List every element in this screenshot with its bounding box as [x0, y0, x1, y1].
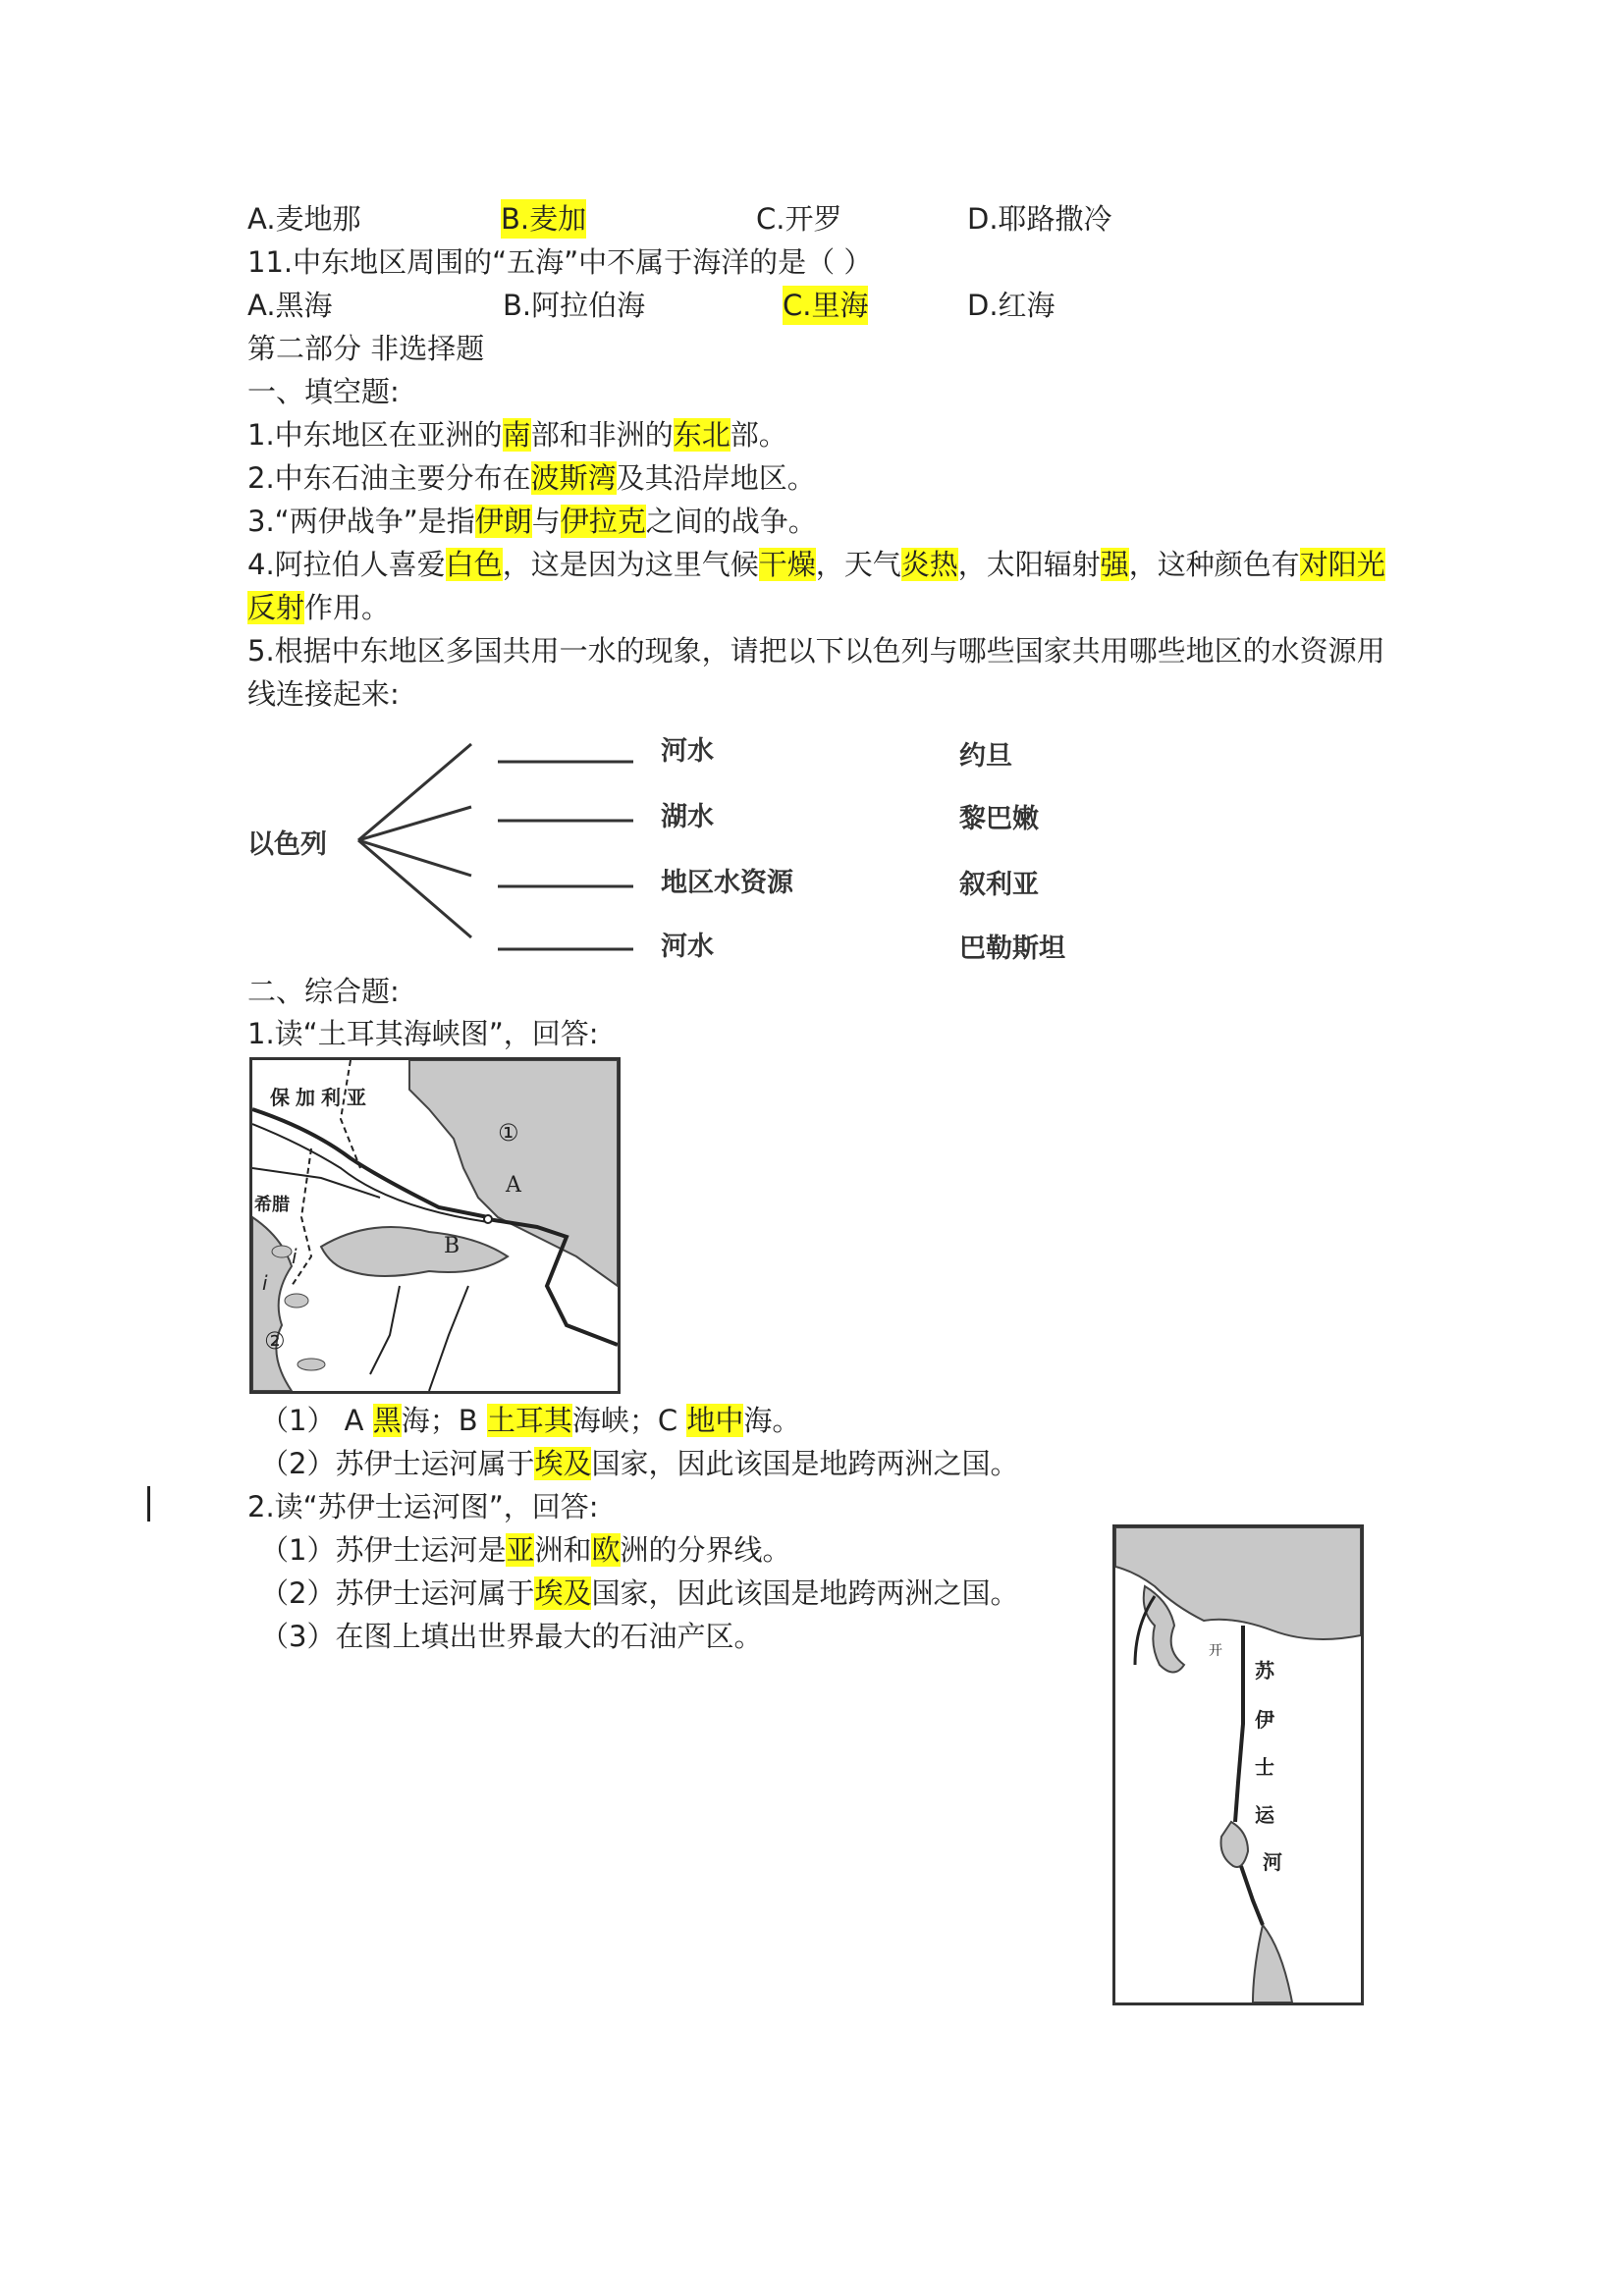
map-marker-2: ②: [264, 1327, 286, 1355]
branch-line: [358, 744, 471, 840]
answer-blank: 亚: [506, 1533, 535, 1567]
matching-country: 约旦: [959, 741, 1012, 772]
answer-blank: 反射: [247, 591, 305, 624]
map-marker-1: ①: [498, 1119, 519, 1147]
text-cursor: [147, 1486, 150, 1522]
suez-canal-map: [1112, 1524, 1364, 2005]
turkish-straits-map: [249, 1057, 621, 1394]
road-line: [429, 1286, 468, 1391]
answer-blank: 炎热: [900, 548, 958, 581]
comp1-title: 1.读“土耳其海峡图”，回答:: [247, 1017, 599, 1050]
q11-option-b: B.阿拉伯海: [503, 289, 646, 322]
matching-country: 巴勒斯坦: [959, 934, 1065, 964]
matching-country: 叙利亚: [959, 870, 1039, 900]
q11-option-d: D.红海: [967, 289, 1056, 322]
q10-option-d: D.耶路撒冷: [967, 202, 1112, 236]
canal-label-char: 苏: [1255, 1659, 1274, 1682]
answer-blank: 对阳光: [1299, 548, 1385, 581]
answer-blank: 欧: [591, 1533, 621, 1567]
canal-label-char: 伊: [1255, 1708, 1274, 1732]
map-label-bulgaria: 保加利亚: [270, 1086, 372, 1109]
comp1-sub2: （2）苏伊士运河属于埃及国家，因此该国是地跨两洲之国。: [260, 1447, 1019, 1480]
canal-label-char: 士: [1255, 1755, 1274, 1779]
comp2-title: 2.读“苏伊士运河图”，回答:: [247, 1490, 599, 1523]
map-small-label: 开: [1209, 1643, 1222, 1659]
island: [285, 1294, 308, 1308]
answer-blank: 干燥: [758, 548, 816, 581]
comp-section-title: 二、综合题:: [247, 975, 400, 1008]
fill-q5-line2: 线连接起来:: [247, 677, 400, 711]
canal-label-char: 运: [1255, 1803, 1274, 1827]
matching-root-label: 以色列: [247, 829, 327, 860]
matching-item: 河水: [661, 932, 714, 962]
canal-label-char: 河: [1263, 1850, 1282, 1874]
fill-q2: 2.中东石油主要分布在波斯湾及其沿岸地区。: [247, 461, 816, 495]
sea-of-marmara: [321, 1227, 508, 1276]
q11-option-c: C.里海: [783, 286, 868, 325]
map-label-i: i: [262, 1271, 268, 1295]
answer-blank: 伊朗: [474, 505, 532, 538]
fill-q1: 1.中东地区在亚洲的南部和非洲的东北部。: [247, 418, 787, 452]
part2-title: 第二部分 非选择题: [247, 332, 485, 365]
island: [272, 1246, 292, 1257]
q11-option-a: A.黑海: [247, 289, 333, 322]
answer-blank: 南: [502, 418, 531, 452]
branch-line: [358, 840, 471, 937]
fill-q4: 4.阿拉伯人喜爱白色，这是因为这里气候干燥，天气炎热，太阳辐射强，这种颜色有对阳光: [247, 548, 1385, 581]
city-marker: [484, 1215, 492, 1223]
island: [298, 1359, 325, 1370]
q10-option-c: C.开罗: [756, 202, 842, 236]
comp2-sub3: （3）在图上填出世界最大的石油产区。: [260, 1620, 763, 1653]
map-label-a: A: [506, 1173, 521, 1198]
gulf-of-suez: [1253, 1925, 1292, 2002]
answer-blank: 波斯湾: [530, 461, 617, 495]
answer-blank: 黑: [372, 1404, 402, 1437]
bitter-lake: [1221, 1822, 1249, 1867]
fill-q5-line1: 5.根据中东地区多国共用一水的现象，请把以下以色列与哪些国家共用哪些地区的水资源用: [247, 634, 1385, 667]
q10-option-b: B.麦加: [501, 199, 586, 239]
answer-blank: 东北: [673, 418, 731, 452]
answer-blank: 白色: [445, 548, 503, 581]
branch-line: [358, 807, 471, 840]
q11-stem: 11.中东地区周围的“五海”中不属于海洋的是（ ）: [247, 245, 873, 279]
fill-q3: 3.“两伊战争”是指伊朗与伊拉克之间的战争。: [247, 505, 817, 538]
answer-blank: 埃及: [534, 1447, 592, 1480]
fill-section-title: 一、填空题:: [247, 375, 400, 408]
comp1-sub1: （1） A 黑海；B 土耳其海峡；C 地中海。: [260, 1404, 801, 1437]
comp2-sub2: （2）苏伊士运河属于埃及国家，因此该国是地跨两洲之国。: [260, 1576, 1019, 1610]
matching-item: 湖水: [661, 802, 714, 832]
answer-blank: 伊拉克: [560, 505, 646, 538]
map-label-b: B: [444, 1234, 460, 1258]
comp2-sub1: （1）苏伊士运河是亚洲和欧洲的分界线。: [260, 1533, 791, 1567]
matching-diagram-lines: [0, 0, 1624, 982]
matching-item: 地区水资源: [661, 868, 793, 898]
answer-blank: 强: [1100, 548, 1129, 581]
matching-country: 黎巴嫩: [959, 804, 1039, 834]
answer-blank: 土耳其: [486, 1404, 572, 1437]
road-line: [370, 1286, 400, 1374]
map-label-i: i: [292, 1245, 298, 1268]
matching-item: 河水: [661, 736, 714, 767]
map-label-greece: 希腊: [254, 1195, 290, 1215]
answer-blank: 埃及: [534, 1576, 592, 1610]
fill-q4-cont: 反射作用。: [247, 591, 391, 624]
branch-line: [358, 840, 471, 876]
q10-option-a: A.麦地那: [247, 202, 361, 236]
answer-blank: 地中: [686, 1404, 744, 1437]
suez-canal-map-drawing: [1115, 1527, 1361, 2002]
